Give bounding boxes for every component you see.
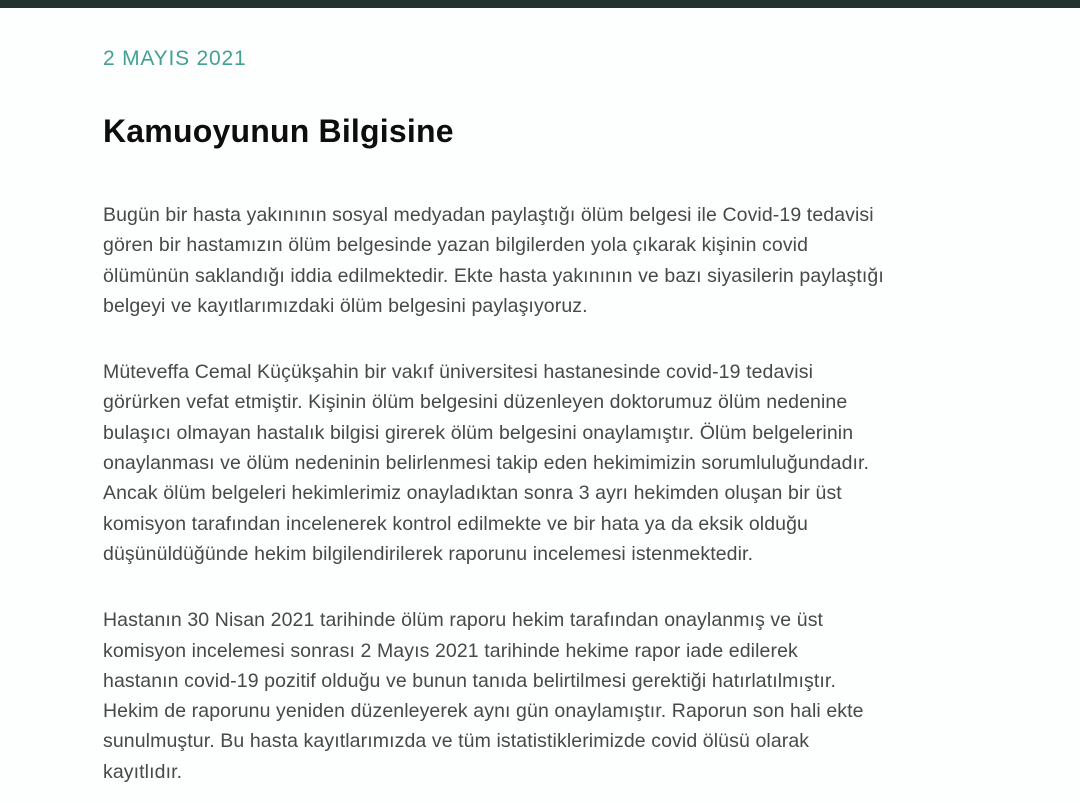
paragraph-line: hastanın covid-19 pozitif olduğu ve bunun tanıda belirtilmesi gerektiği hatırlatılmıştır. [103, 669, 836, 692]
body-paragraph-1 [103, 200, 998, 321]
paragraph-line: Müteveffa Cemal Küçükşahin bir vakıf üniversitesi hastanesinde covid-19 tedavisi [103, 361, 813, 384]
publish-date: 2 MAYIS 2021 [103, 47, 247, 70]
paragraph-line: kayıtlıdır. [103, 760, 183, 783]
document-page [0, 8, 1000, 787]
paragraph-line: komisyon tarafından incelenerek kontrol edilmekte ve bir hata ya da eksik olduğu [103, 512, 808, 535]
paragraph-line: komisyon incelemesi sonrası 2 Mayıs 2021 tarihinde hekime rapor iade edilerek [103, 639, 798, 662]
paragraph-line: bulaşıcı olmayan hastalık bilgisi girerek ölüm belgesini onaylamıştır. Ölüm belgelerinin [103, 421, 854, 444]
paragraph-line: gören bir hastamızın ölüm belgesinde yazan bilgilerden yola çıkarak kişinin covid [103, 234, 809, 257]
paragraph-line: düşünüldüğünde hekim bilgilendirilerek raporunu incelemesi istenmektedir. [103, 542, 754, 565]
paragraph-line: Ancak ölüm belgeleri hekimlerimiz onayladıktan sonra 3 ayrı hekimden oluşan bir üst [103, 482, 842, 505]
paragraph-line: Hastanın 30 Nisan 2021 tarihinde ölüm raporu hekim tarafından onaylanmış ve üst [103, 609, 824, 632]
paragraph-line: belgeyi ve kayıtlarımızdaki ölüm belgesini paylaşıyoruz. [103, 294, 588, 317]
document-body [103, 200, 998, 787]
paragraph-line: Bugün bir hasta yakınının sosyal medyadan paylaştığı ölüm belgesi ile Covid-19 tedavisi [103, 204, 874, 226]
body-paragraph-2 [103, 357, 998, 569]
paragraph-line: sunulmuştur. Bu hasta kayıtlarımızda ve tüm istatistiklerimizde covid ölüsü olarak [103, 730, 810, 753]
paragraph-line: onaylanması ve ölüm nedeninin belirlenmesi takip eden hekimimizin sorumluluğundadır. [103, 452, 870, 475]
body-paragraph-3 [103, 605, 998, 787]
paragraph-line: görürken vefat etmiştir. Kişinin ölüm belgesini düzenleyen doktorumuz ölüm nedenine [103, 391, 848, 414]
paragraph-line: Hekim de raporunu yeniden düzenleyerek aynı gün onaylamıştır. Raporun son hali ekte [103, 700, 864, 723]
paragraph-line: ölümünün saklandığı iddia edilmektedir. Ekte hasta yakınının ve bazı siyasilerin paylaştığı [103, 264, 884, 287]
page-title: Kamuoyunun Bilgisine [103, 113, 454, 149]
window-top-bar [0, 0, 1080, 8]
